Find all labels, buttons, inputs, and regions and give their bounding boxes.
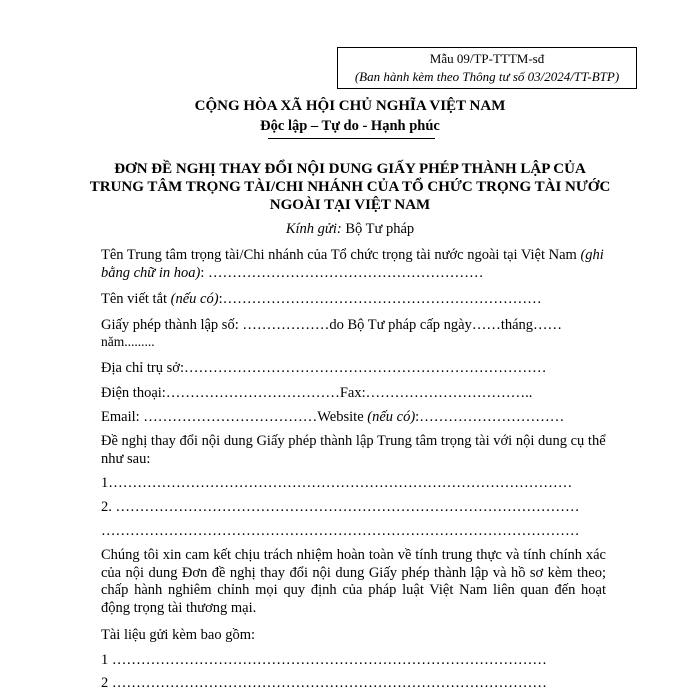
greeting-label: Kính gửi: <box>285 221 342 237</box>
center-name-hint-1: (ghi <box>580 247 604 263</box>
email-label: Email: ………………………………Website <box>101 409 368 425</box>
commitment-paragraph: Chúng tôi xin cam kết chịu trách nhiệm hoàn toàn về tính trung thực và tính chính xác của nội dung Đơn đề nghị thay đổi nội dung Giấy phép thành lập và hồ sơ kèm theo; chấp hành nghiêm chỉnh mọi quy định của pháp luật Việt Nam liên quan đến hoạt động trọng tài thương mại. <box>101 547 606 616</box>
center-name-fill: : ………………………………………………… <box>200 265 484 281</box>
nation-motto: Độc lập – Tự do - Hạnh phúc <box>260 118 440 134</box>
website-fill: :………………………… <box>415 409 565 425</box>
attachments-label: Tài liệu gửi kèm bao gồm: <box>101 627 256 643</box>
form-code: Mẫu 09/TP-TTTM-sđ <box>429 51 545 66</box>
address-field: Địa chỉ trụ sở:………………………………………………………………… <box>101 360 547 376</box>
short-name-fill: :………………………………………………………… <box>218 291 542 307</box>
attachment-item-1: 1 ……………………………………………………………………………… <box>101 652 547 668</box>
request-item-1: 1…………………………………………………………………………………… <box>101 475 573 491</box>
request-line-2: như sau: <box>101 451 151 467</box>
short-name-field <box>101 290 606 308</box>
center-name-field <box>101 246 606 264</box>
center-name-hint-2: bằng chữ in hoa) <box>101 265 201 281</box>
greeting <box>100 221 600 238</box>
phone-fax-field: Điện thoại:………………………………Fax:…………………………….. <box>101 385 533 401</box>
request-item-2: 2. …………………………………………………………………………………… <box>101 499 580 515</box>
greeting-recipient: Bộ Tư pháp <box>341 221 415 237</box>
motto-underline <box>268 138 435 139</box>
license-field: Giấy phép thành lập số: ………………do Bộ Tư pháp cấp ngày……tháng…… <box>101 317 563 333</box>
website-hint: (nếu có) <box>367 409 416 425</box>
document-title-line-2: TRUNG TÂM TRỌNG TÀI/CHI NHÁNH CỦA TỔ CHỨC TRỌNG TÀI NƯỚC <box>89 179 611 195</box>
document-title-line-3: NGOÀI TẠI VIỆT NAM <box>269 197 431 213</box>
short-name-label: Tên viết tắt <box>101 291 171 307</box>
short-name-hint: (nếu có) <box>170 291 219 307</box>
request-item-3: ……………………………………………………………………………………… <box>101 523 580 539</box>
document-title-line-1: ĐƠN ĐỀ NGHỊ THAY ĐỔI NỘI DUNG GIẤY PHÉP THÀNH LẬP CỦA <box>114 161 586 177</box>
center-name-field-cont <box>101 264 606 282</box>
form-issued-by: (Ban hành kèm theo Thông tư số 03/2024/TT-BTP) <box>354 69 620 84</box>
license-field-year: năm......... <box>101 334 155 349</box>
center-name-label: Tên Trung tâm trọng tài/Chi nhánh của Tổ chức trọng tài nước ngoài tại Việt Nam <box>101 247 581 263</box>
attachment-item-2: 2 ……………………………………………………………………………… <box>101 675 547 691</box>
nation-name: CỘNG HÒA XÃ HỘI CHỦ NGHĨA VIỆT NAM <box>194 98 506 114</box>
request-line-1: Đề nghị thay đổi nội dung Giấy phép thành lập Trung tâm trọng tài với nội dung cụ thể <box>101 433 606 449</box>
form-code-box <box>337 47 637 89</box>
email-website-field <box>101 408 606 426</box>
